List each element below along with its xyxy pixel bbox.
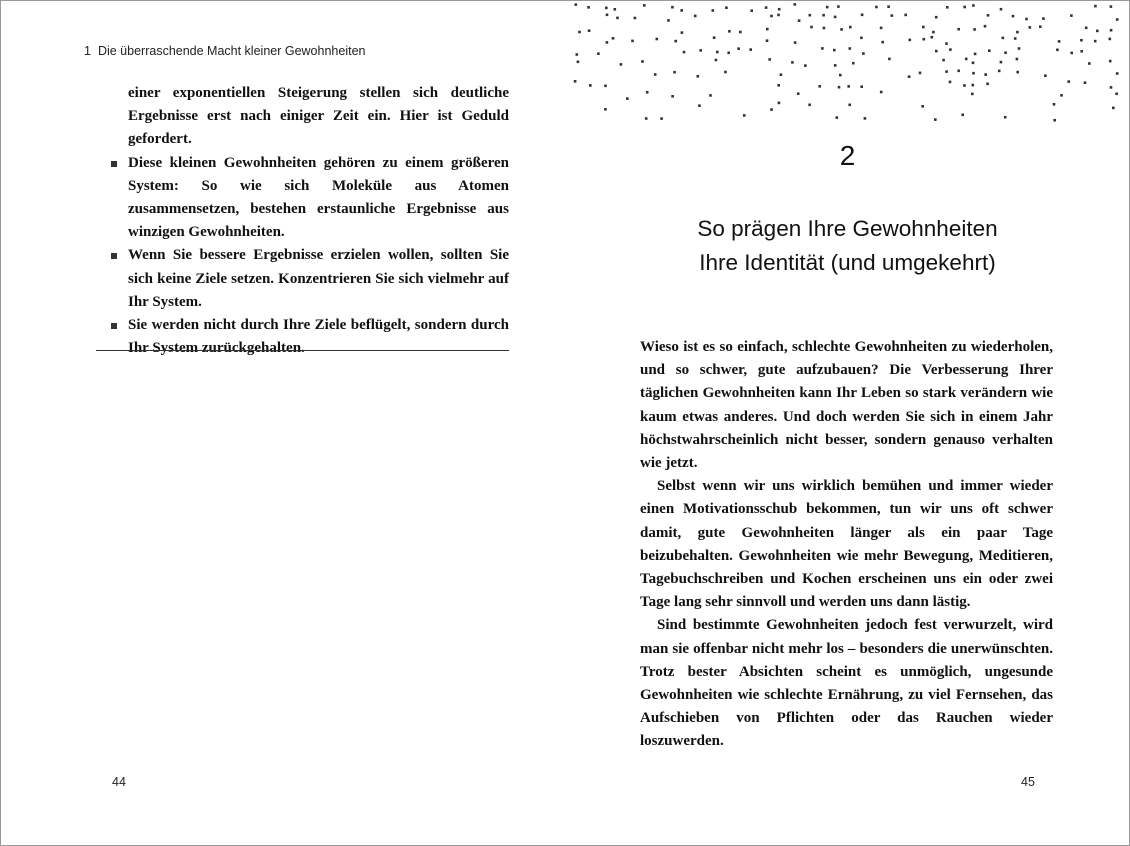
square-bullet-icon xyxy=(111,323,117,329)
bullet-text: Diese kleinen Gewohnheiten gehören zu einem größeren System: So wie sich Moleküle aus Atomen zusammensetzen, bestehen erstaunliche Ergebnisse aus winzigen Gewohnheiten. xyxy=(128,154,509,241)
page-number-left: 44 xyxy=(112,775,126,789)
chapter-title xyxy=(565,212,1130,280)
square-bullet-icon xyxy=(111,161,117,167)
body-paragraph: Selbst wenn wir uns wirklich bemühen und immer wieder einen Motivationsschub bekommen, tun wir uns oft schwer damit, gute Gewohnheiten länger als ein paar Tage beizubehalten. Gewohnheiten wie mehr Bewegung, Meditieren, Tagebuchschreiben und Kochen erscheinen uns ein oder zwei Tage lang sehr sinnvoll und werden uns dann lästig. xyxy=(640,478,1053,611)
square-bullet-icon xyxy=(111,253,117,259)
bullet-item xyxy=(128,152,509,245)
running-head-chapter-number: 1 xyxy=(84,44,91,58)
running-head xyxy=(84,44,365,58)
chapter-number: 2 xyxy=(839,140,856,171)
dot-pattern-decoration xyxy=(570,0,1130,130)
bullet-item xyxy=(128,244,509,314)
continued-paragraph: einer exponentiellen Steigerung stellen sich deutliche Ergebnisse erst nach einiger Zeit ein. Hier ist Geduld gefordert. xyxy=(128,85,509,148)
section-end-rule xyxy=(96,350,509,351)
page-number-right: 45 xyxy=(1021,775,1035,789)
running-head-title: Die überraschende Macht kleiner Gewohnheiten xyxy=(97,44,366,58)
right-page xyxy=(565,0,1130,846)
bullet-text: Sie werden nicht durch Ihre Ziele beflügelt, sondern durch Ihr System zurückgehalten. xyxy=(128,317,509,357)
bullet-item xyxy=(128,314,509,360)
chapter-title-line: So prägen Ihre Gewohnheiten xyxy=(697,216,998,241)
summary-bullet-list xyxy=(128,152,509,361)
body-paragraph: Sind bestimmte Gewohnheiten jedoch fest verwurzelt, wird man sie offenbar nicht mehr los – besonders die unerwünschten. Trotz bester Absichten scheint es unmöglich, ungesunde Gewohnheiten wie schlechte Ernährung, zu viel Fernsehen, das Aufschieben von Pflichten oder das Rauchen wieder loszuwerden. xyxy=(640,617,1053,750)
right-body-text xyxy=(640,336,1053,754)
body-paragraph: Wieso ist es so einfach, schlechte Gewohnheiten zu wiederholen, und so schwer, gute aufzubauen? Die Verbesserung Ihrer täglichen Gewohnheiten kann Ihr Leben so stark verändern wie kaum etwas anderes. Und doch werden Sie sich in einem Jahr höchstwahrscheinlich nicht besser, sondern genauso verhalten wie jetzt. xyxy=(640,339,1053,472)
chapter-title-line: Ihre Identität (und umgekehrt) xyxy=(699,250,996,275)
left-body-text xyxy=(128,82,509,360)
bullet-text: Wenn Sie bessere Ergebnisse erzielen wollen, sollten Sie sich keine Ziele setzen. Konzentrieren Sie sich vielmehr auf Ihr System. xyxy=(128,247,509,310)
